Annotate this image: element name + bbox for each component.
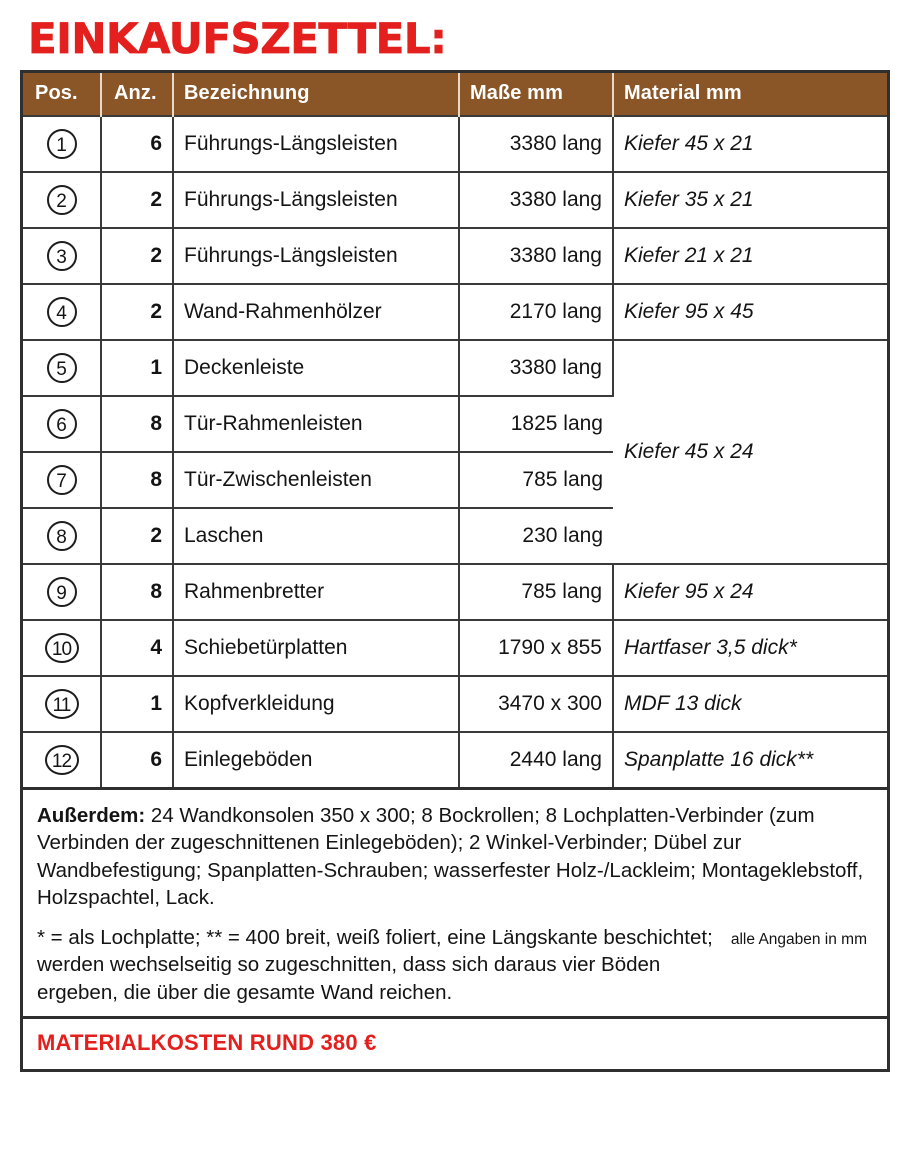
column-header-material: Material mm bbox=[613, 73, 887, 116]
table-header bbox=[23, 73, 887, 116]
column-header-mass: Maße mm bbox=[459, 73, 613, 116]
cell-position bbox=[23, 564, 101, 620]
table-row bbox=[23, 676, 887, 732]
cell-dimensions: 3470 x 300 bbox=[459, 676, 613, 732]
cell-dimensions: 785 lang bbox=[459, 564, 613, 620]
cell-description: Führungs-Längsleisten bbox=[173, 116, 459, 172]
cell-position bbox=[23, 508, 101, 564]
cell-position bbox=[23, 284, 101, 340]
cell-description: Deckenleiste bbox=[173, 340, 459, 396]
column-header-pos: Pos. bbox=[23, 73, 101, 116]
cell-dimensions: 3380 lang bbox=[459, 172, 613, 228]
cell-dimensions: 3380 lang bbox=[459, 116, 613, 172]
cell-material: Kiefer 45 x 21 bbox=[613, 116, 887, 172]
extra-materials-note bbox=[37, 802, 873, 912]
column-header-bez: Bezeichnung bbox=[173, 73, 459, 116]
extra-materials-text: 24 Wandkonsolen 350 x 300; 8 Bockrollen; 8 Lochplatten-Verbinder (zum Verbinden der zugeschnittenen Einlegeböden); 2 Winkel-Verbinder; Dübel zur Wandbefestigung; Spanplatten-Schrauben; wasserfester Holz-/Lackleim; Montageklebstoff, Holzspachtel, Lack. bbox=[37, 804, 864, 910]
cell-description: Tür-Zwischenleisten bbox=[173, 452, 459, 508]
table-row bbox=[23, 172, 887, 228]
table-header-row bbox=[23, 73, 887, 116]
cell-dimensions: 1825 lang bbox=[459, 396, 613, 452]
parts-sheet bbox=[20, 70, 890, 1072]
position-number-badge: 9 bbox=[47, 577, 77, 607]
cell-quantity: 8 bbox=[101, 452, 173, 508]
cell-quantity: 1 bbox=[101, 676, 173, 732]
table-row bbox=[23, 228, 887, 284]
cell-position bbox=[23, 620, 101, 676]
table-row bbox=[23, 620, 887, 676]
table-row bbox=[23, 340, 887, 396]
cell-material: Kiefer 21 x 21 bbox=[613, 228, 887, 284]
cell-description: Führungs-Längsleisten bbox=[173, 228, 459, 284]
cell-description: Laschen bbox=[173, 508, 459, 564]
cell-position bbox=[23, 676, 101, 732]
extra-materials-label: Außerdem: bbox=[37, 804, 146, 827]
position-number-badge: 12 bbox=[45, 745, 79, 775]
cell-dimensions: 3380 lang bbox=[459, 340, 613, 396]
footnote-text: * = als Lochplatte; ** = 400 breit, weiß foliert, eine Längskante beschichtet; werden wechselseitig so zugeschnitten, dass sich daraus vier Böden ergeben, die über die gesamte Wand reichen. bbox=[37, 925, 713, 1004]
cell-description: Kopfverkleidung bbox=[173, 676, 459, 732]
cell-description: Rahmenbretter bbox=[173, 564, 459, 620]
cell-material: Spanplatte 16 dick** bbox=[613, 732, 887, 787]
cell-dimensions: 2170 lang bbox=[459, 284, 613, 340]
cell-description: Schiebetürplatten bbox=[173, 620, 459, 676]
table-row bbox=[23, 732, 887, 787]
cell-quantity: 2 bbox=[101, 172, 173, 228]
cell-material: MDF 13 dick bbox=[613, 676, 887, 732]
position-number-badge: 10 bbox=[45, 633, 79, 663]
table-row bbox=[23, 284, 887, 340]
cell-material: Hartfaser 3,5 dick* bbox=[613, 620, 887, 676]
cell-quantity: 8 bbox=[101, 564, 173, 620]
cell-dimensions: 785 lang bbox=[459, 452, 613, 508]
material-cost-footer: MATERIALKOSTEN RUND 380 € bbox=[23, 1016, 887, 1069]
cell-quantity: 6 bbox=[101, 732, 173, 787]
cell-quantity: 8 bbox=[101, 396, 173, 452]
cell-position bbox=[23, 172, 101, 228]
position-number-badge: 11 bbox=[45, 689, 79, 719]
position-number-badge: 8 bbox=[47, 521, 77, 551]
parts-table bbox=[23, 73, 887, 787]
unit-note: alle Angaben in mm bbox=[730, 930, 867, 948]
cell-material: Kiefer 35 x 21 bbox=[613, 172, 887, 228]
cell-material: Kiefer 95 x 45 bbox=[613, 284, 887, 340]
column-header-anz: Anz. bbox=[101, 73, 173, 116]
position-number-badge: 2 bbox=[47, 185, 77, 215]
cell-position bbox=[23, 732, 101, 787]
cell-dimensions: 230 lang bbox=[459, 508, 613, 564]
position-number-badge: 6 bbox=[47, 409, 77, 439]
cell-position bbox=[23, 396, 101, 452]
cell-quantity: 4 bbox=[101, 620, 173, 676]
page-title: EINKAUFSZETTEL: bbox=[28, 14, 447, 63]
cell-dimensions: 3380 lang bbox=[459, 228, 613, 284]
cell-position bbox=[23, 116, 101, 172]
cell-quantity: 6 bbox=[101, 116, 173, 172]
cell-quantity: 2 bbox=[101, 228, 173, 284]
position-number-badge: 7 bbox=[47, 465, 77, 495]
cell-position bbox=[23, 452, 101, 508]
cell-quantity: 2 bbox=[101, 284, 173, 340]
position-number-badge: 3 bbox=[47, 241, 77, 271]
cell-quantity: 1 bbox=[101, 340, 173, 396]
cell-dimensions: 1790 x 855 bbox=[459, 620, 613, 676]
cell-description: Wand-Rahmenhölzer bbox=[173, 284, 459, 340]
position-number-badge: 5 bbox=[47, 353, 77, 383]
cell-dimensions: 2440 lang bbox=[459, 732, 613, 787]
position-number-badge: 4 bbox=[47, 297, 77, 327]
footnote-line bbox=[37, 924, 873, 1006]
cell-position bbox=[23, 228, 101, 284]
cell-description: Führungs-Längsleisten bbox=[173, 172, 459, 228]
table-body bbox=[23, 116, 887, 787]
cell-description: Einlegeböden bbox=[173, 732, 459, 787]
cell-material: Kiefer 45 x 24 bbox=[613, 340, 887, 564]
notes-block bbox=[23, 787, 887, 1016]
cell-description: Tür-Rahmenleisten bbox=[173, 396, 459, 452]
position-number-badge: 1 bbox=[47, 129, 77, 159]
cell-quantity: 2 bbox=[101, 508, 173, 564]
cell-position bbox=[23, 340, 101, 396]
cell-material: Kiefer 95 x 24 bbox=[613, 564, 887, 620]
table-row bbox=[23, 564, 887, 620]
table-row bbox=[23, 116, 887, 172]
